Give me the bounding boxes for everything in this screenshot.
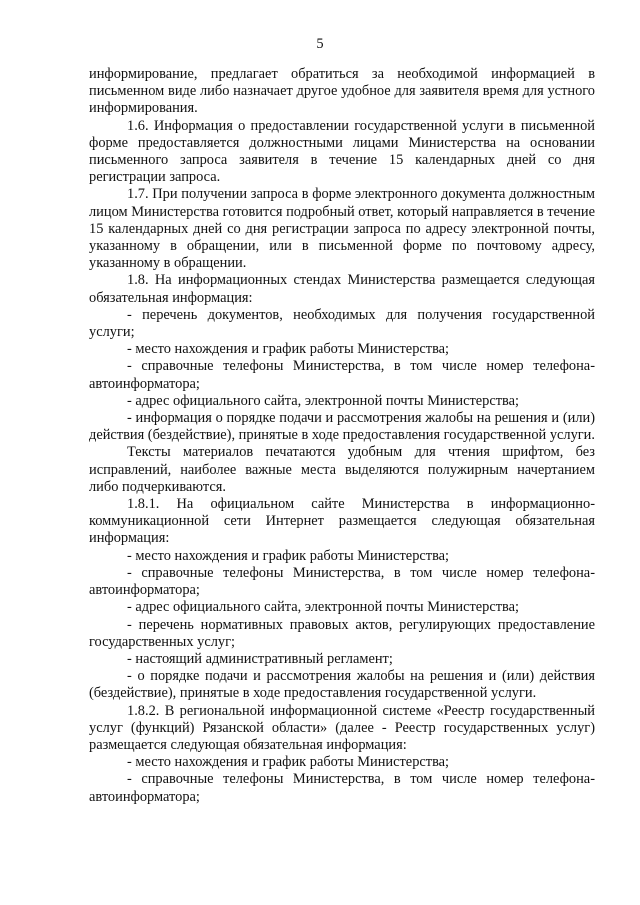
- paragraph: 1.8.1. На официальном сайте Министерства в информационно-коммуникационной сети Интернет размещается следующая обязательная информация:: [89, 496, 595, 547]
- list-item: - информация о порядке подачи и рассмотрения жалобы на решения и (или) действия (бездействие), принятые в ходе предоставления государственной услуги.: [89, 410, 595, 444]
- list-item: - адрес официального сайта, электронной почты Министерства;: [127, 392, 520, 409]
- list-item: - место нахождения и график работы Министерства;: [127, 547, 450, 564]
- paragraph: 1.6. Информация о предоставлении государственной услуги в письменной форме предоставляется должностными лицами Министерства на основании письменного запроса заявителя в течение 15 календарных дней со дня регистрации запроса.: [89, 117, 595, 186]
- paragraph: 1.7. При получении запроса в форме электронного документа должностным лицом Министерства готовится подробный ответ, который направляется в течение 15 календарных дней со дня регистрации запроса по адресу электронной почты, указанному в обращении, или в письменной форме по почтовому адресу, указанному в обращении.: [89, 186, 595, 272]
- list-item: - справочные телефоны Министерства, в том числе номер телефона-автоинформатора;: [89, 564, 595, 599]
- list-item: - перечень документов, необходимых для получения государственной услуги;: [89, 306, 595, 341]
- list-item: - о порядке подачи и рассмотрения жалобы на решения и (или) действия (бездействие), принятые в ходе предоставления государственной услуги.: [89, 668, 595, 702]
- paragraph: 1.8.2. В региональной информационной системе «Реестр государственный услуг (функций) Рязанской области» (далее - Реестр государственных услуг) размещается следующая обязательная информация:: [89, 702, 595, 753]
- list-item: - справочные телефоны Министерства, в том числе номер телефона-автоинформатора;: [89, 771, 595, 805]
- list-item: - справочные телефоны Министерства, в том числе номер телефона-автоинформатора;: [89, 358, 595, 392]
- list-item: - настоящий административный регламент;: [127, 650, 393, 667]
- list-item: - адрес официального сайта, электронной почты Министерства;: [127, 599, 520, 616]
- list-item: - место нахождения и график работы Министерства;: [127, 341, 450, 358]
- list-item: - перечень нормативных правовых актов, регулирующих предоставление государственных услуг;: [89, 616, 595, 650]
- paragraph: Тексты материалов печатаются удобным для чтения шрифтом, без исправлений, наиболее важные места выделяются полужирным начертанием либо подчеркиваются.: [89, 444, 595, 495]
- document-body: [89, 66, 595, 806]
- paragraph: информирование, предлагает обратиться за необходимой информацией в письменном виде либо назначает другое удобное для заявителя время для устного информирования.: [89, 66, 595, 117]
- list-item: - место нахождения и график работы Министерства;: [127, 754, 450, 771]
- paragraph: 1.8. На информационных стендах Министерства размещается следующая обязательная информация:: [89, 272, 595, 306]
- page-number: 5: [316, 36, 324, 52]
